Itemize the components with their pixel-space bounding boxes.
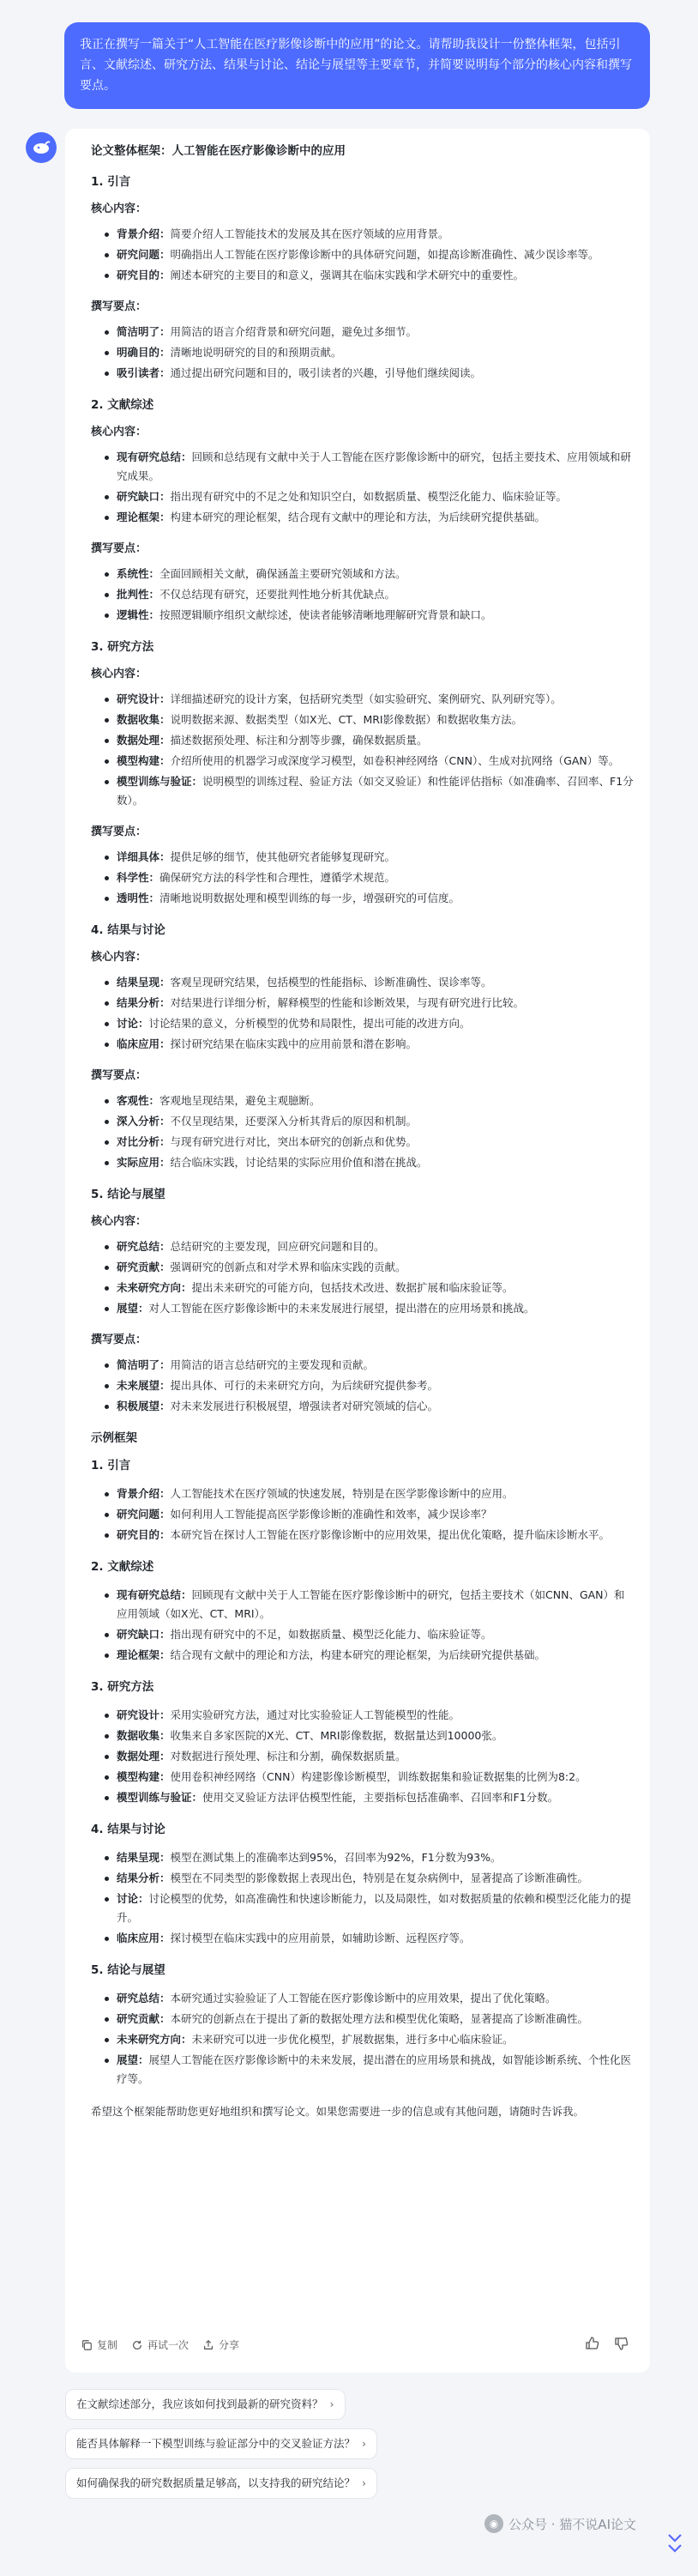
item-text: 对数据进行预处理、标注和分割，确保数据质量。 <box>170 1750 406 1763</box>
suggestion-3[interactable] <box>65 2468 377 2499</box>
section-heading: 3. 研究方法 <box>91 640 154 654</box>
item-text: 模型在不同类型的影像数据上表现出色，特别是在复杂病例中，显著提高了诊断准确性。 <box>170 1872 589 1884</box>
suggestion-text: 能否具体解释一下模型训练与验证部分中的交叉验证方法？ <box>76 2437 356 2450</box>
list-item <box>105 772 635 810</box>
bullet-list <box>105 1586 635 1665</box>
item-text: 说明模型的训练过程、验证方法（如交叉验证）和性能评估指标（如准确率、召回率、F1分数）。 <box>117 775 634 807</box>
list-item <box>105 731 635 750</box>
suggestion-text: 如何确保我的研究数据质量足够高，以支持我的研究结论？ <box>76 2476 356 2489</box>
item-key: 研究问题： <box>117 248 171 261</box>
item-text: 未来研究可以进一步优化模型，扩展数据集，进行多中心临床验证。 <box>191 2033 514 2046</box>
suggestion-1[interactable] <box>65 2389 346 2420</box>
example-section-heading: 3. 研究方法 <box>91 1680 154 1694</box>
arrow-right-icon: › <box>362 2476 367 2489</box>
list-item <box>105 1726 635 1745</box>
item-text: 讨论结果的意义，分析模型的优势和局限性，提出可能的改进方向。 <box>148 1017 471 1030</box>
item-text: 讨论模型的优势，如高准确性和快速诊断能力，以及局限性，如对数据质量的依赖和模型泛化能力的提升。 <box>117 1892 632 1924</box>
list-item <box>105 2010 635 2029</box>
item-text: 强调研究的创新点和对学术界和临床实践的贡献。 <box>170 1261 406 1273</box>
example-title: 示例框架 <box>91 1431 137 1445</box>
list-item <box>105 1788 635 1807</box>
item-key: 研究缺口： <box>117 490 171 503</box>
section-heading: 2. 文献综述 <box>91 398 154 412</box>
item-text: 对结果进行详细分析，解释模型的性能和诊断效果，与现有研究进行比较。 <box>170 996 525 1009</box>
list-item <box>105 752 635 771</box>
item-key: 研究问题： <box>117 1508 171 1521</box>
list-item <box>105 1526 635 1545</box>
core-content-label: 核心内容： <box>91 668 147 680</box>
core-content-label: 核心内容： <box>91 426 147 438</box>
item-text: 与现有研究进行对比，突出本研究的创新点和优势。 <box>170 1135 418 1148</box>
item-text: 模型在测试集上的准确率达到95%，召回率为92%，F1分数为93%。 <box>170 1851 502 1864</box>
item-key: 背景介绍： <box>117 1487 171 1500</box>
list-item <box>105 1237 635 1256</box>
item-key: 背景介绍： <box>117 227 171 240</box>
item-key: 临床应用： <box>117 1932 171 1944</box>
list-item <box>105 487 635 506</box>
item-text: 收集来自多家医院的X光、CT、MRI影像数据，数据量达到10000张。 <box>170 1729 503 1742</box>
bullet-list <box>105 448 635 527</box>
suggestion-2[interactable] <box>65 2428 377 2459</box>
item-text: 人工智能技术在医疗领域的快速发展，特别是在医学影像诊断中的应用。 <box>170 1487 514 1500</box>
writing-tips-label: 撰写要点： <box>91 1333 147 1346</box>
bullet-list <box>105 225 635 285</box>
list-item <box>105 848 635 867</box>
example-section-heading: 2. 文献综述 <box>91 1560 154 1574</box>
list-item <box>105 1112 635 1131</box>
list-item <box>105 1586 635 1624</box>
item-key: 展望： <box>117 1302 149 1315</box>
bullet-list <box>105 565 635 625</box>
example-sections <box>81 1457 635 2089</box>
list-item <box>105 690 635 709</box>
writing-tips-label: 撰写要点： <box>91 300 147 313</box>
item-key: 研究缺口： <box>117 1628 171 1641</box>
item-key: 理论框架： <box>117 1648 171 1661</box>
core-content-label: 核心内容： <box>91 951 147 964</box>
bullet-list <box>105 1706 635 1807</box>
assistant-answer <box>65 129 650 2373</box>
item-text: 总结研究的主要发现，回应研究问题和目的。 <box>170 1240 385 1253</box>
item-key: 明确目的： <box>117 346 171 359</box>
list-item <box>105 606 635 625</box>
item-text: 清晰地说明数据处理和模型训练的每一步，增强研究的可信度。 <box>159 892 460 904</box>
item-key: 实际应用： <box>117 1156 171 1169</box>
item-key: 透明性： <box>117 892 160 904</box>
item-key: 数据收集： <box>117 713 171 726</box>
item-text: 对未来发展进行积极展望，增强读者对研究领域的信心。 <box>170 1400 439 1412</box>
list-item <box>105 225 635 244</box>
list-item <box>105 1153 635 1172</box>
item-text: 清晰地说明研究的目的和预期贡献。 <box>170 346 342 359</box>
section-heading: 4. 结果与讨论 <box>91 923 165 937</box>
item-key: 研究设计： <box>117 692 171 705</box>
user-message-bubble: 我正在撰写一篇关于“人工智能在医疗影像诊断中的应用”的论文。请帮助我设计一份整体框架，包括引言、文献综述、研究方法、结果与讨论、结论与展望等主要章节，并简要说明每个部分的核心内容和撰写要点。 <box>64 22 650 109</box>
item-key: 模型构建： <box>117 754 171 767</box>
share-button[interactable] <box>202 2337 239 2352</box>
item-text: 指出现有研究中的不足，如数据质量、模型泛化能力、临床验证等。 <box>170 1628 492 1641</box>
bullet-list <box>105 323 635 383</box>
item-text: 详细描述研究的设计方案，包括研究类型（如实验研究、案例研究、队列研究等）。 <box>170 692 562 705</box>
list-item <box>105 1747 635 1766</box>
list-item <box>105 1356 635 1375</box>
list-item <box>105 245 635 264</box>
item-key: 未来研究方向： <box>117 2033 192 2046</box>
example-section-heading: 5. 结论与展望 <box>91 1963 165 1977</box>
item-text: 说明数据来源、数据类型（如X光、CT、MRI影像数据）和数据收集方法。 <box>170 713 523 726</box>
item-text: 客观地呈现结果，避免主观臆断。 <box>159 1094 321 1107</box>
item-text: 指出现有研究中的不足之处和知识空白，如数据质量、模型泛化能力、临床验证等。 <box>170 490 568 503</box>
bullet-list <box>105 1989 635 2089</box>
item-text: 本研究旨在探讨人工智能在医疗影像诊断中的应用效果，提出优化策略，提升临床诊断水平。 <box>170 1528 611 1541</box>
item-text: 本研究通过实验验证了人工智能在医疗影像诊断中的应用效果，提出了优化策略。 <box>170 1992 557 2005</box>
list-item <box>105 1929 635 1948</box>
item-key: 现有研究总结： <box>117 450 192 463</box>
item-key: 深入分析： <box>117 1115 171 1128</box>
list-item <box>105 508 635 527</box>
item-text: 探讨模型在临床实践中的应用前景，如辅助诊断、远程医疗等。 <box>170 1932 471 1944</box>
list-item <box>105 343 635 362</box>
item-key: 未来展望： <box>117 1379 171 1392</box>
bullet-list <box>105 1356 635 1416</box>
list-item <box>105 1706 635 1725</box>
example-section-heading: 4. 结果与讨论 <box>91 1823 165 1836</box>
bullet-list <box>105 1237 635 1318</box>
list-item <box>105 1505 635 1524</box>
feedback-buttons <box>585 2336 629 2351</box>
item-text: 对人工智能在医疗影像诊断中的未来发展进行展望，提出潜在的应用场景和挑战。 <box>148 1302 535 1315</box>
item-text: 构建本研究的理论框架，结合现有文献中的理论和方法，为后续研究提供基础。 <box>170 511 546 523</box>
list-item <box>105 1397 635 1416</box>
item-key: 研究目的： <box>117 1528 171 1541</box>
item-text: 结合临床实践，讨论结果的实际应用价值和潜在挑战。 <box>170 1156 428 1169</box>
writing-tips-label: 撰写要点： <box>91 1069 147 1082</box>
list-item <box>105 1646 635 1665</box>
item-key: 系统性： <box>117 567 160 580</box>
list-item <box>105 1768 635 1787</box>
section-heading: 1. 引言 <box>91 175 131 189</box>
share-icon <box>202 2339 214 2351</box>
item-text: 结合现有文献中的理论和方法，构建本研究的理论框架，为后续研究提供基础。 <box>170 1648 546 1661</box>
retry-button[interactable] <box>131 2337 189 2352</box>
answer-title: 论文整体框架：人工智能在医疗影像诊断中的应用 <box>91 144 346 158</box>
bullet-list <box>105 1485 635 1545</box>
item-text: 用简洁的语言介绍背景和研究问题，避免过多细节。 <box>170 325 418 338</box>
item-text: 客观呈现研究结果，包括模型的性能指标、诊断准确性、误诊率等。 <box>170 976 492 989</box>
thumbs-down-icon[interactable] <box>614 2336 629 2351</box>
item-key: 简洁明了： <box>117 325 171 338</box>
watermark <box>484 2514 636 2533</box>
list-item <box>105 364 635 383</box>
list-item <box>105 2030 635 2049</box>
list-item <box>105 1989 635 2008</box>
item-key: 临床应用： <box>117 1037 171 1050</box>
wechat-icon: ◉ <box>484 2514 503 2533</box>
copy-label: 复制 <box>97 2339 118 2351</box>
item-text: 探讨研究结果在临床实践中的应用前景和潜在影响。 <box>170 1037 418 1050</box>
item-key: 批判性： <box>117 588 160 601</box>
item-key: 模型训练与验证： <box>117 775 203 788</box>
item-text: 如何利用人工智能提高医学影像诊断的准确性和效率，减少误诊率？ <box>170 1508 492 1521</box>
item-text: 明确指出人工智能在医疗影像诊断中的具体研究问题，如提高诊断准确性、减少误诊率等。 <box>170 248 599 261</box>
item-key: 理论框架： <box>117 511 171 523</box>
item-key: 研究贡献： <box>117 2012 171 2025</box>
item-key: 数据处理： <box>117 1750 171 1763</box>
arrow-right-icon: › <box>362 2437 367 2450</box>
item-text: 本研究的创新点在于提出了新的数据处理方法和模型优化策略，显著提高了诊断准确性。 <box>170 2012 589 2025</box>
item-key: 研究目的： <box>117 269 171 281</box>
item-key: 研究总结： <box>117 1240 171 1253</box>
item-text: 不仅总结现有研究，还要批判性地分析其优缺点。 <box>159 588 396 601</box>
core-content-label: 核心内容： <box>91 1215 147 1228</box>
item-text: 展望人工智能在医疗影像诊断中的未来发展，提出潜在的应用场景和挑战，如智能诊断系统、个性化医疗等。 <box>117 2053 632 2085</box>
list-item <box>105 889 635 908</box>
item-text: 阐述本研究的主要目的和意义，强调其在临床实践和学术研究中的重要性。 <box>170 269 525 281</box>
list-item <box>105 1014 635 1033</box>
item-text: 全面回顾相关文献，确保涵盖主要研究领域和方法。 <box>159 567 406 580</box>
item-key: 详细具体： <box>117 850 171 863</box>
writing-tips-label: 撰写要点： <box>91 825 147 838</box>
list-item <box>105 1376 635 1395</box>
item-key: 结果呈现： <box>117 1851 171 1864</box>
double-chevron-down-icon <box>666 2530 683 2561</box>
arrow-right-icon: › <box>329 2398 334 2410</box>
list-item <box>105 973 635 992</box>
list-item <box>105 1133 635 1152</box>
item-text: 简要介绍人工智能技术的发展及其在医疗领域的应用背景。 <box>170 227 449 240</box>
item-text: 使用交叉验证方法评估模型性能，主要指标包括准确率、召回率和F1分数。 <box>202 1791 559 1804</box>
item-key: 现有研究总结： <box>117 1588 192 1601</box>
list-item <box>105 1035 635 1054</box>
item-text: 确保研究方法的科学性和合理性，遵循学术规范。 <box>159 871 396 884</box>
bullet-list <box>105 973 635 1054</box>
retry-label: 再试一次 <box>147 2339 190 2351</box>
item-key: 对比分析： <box>117 1135 171 1148</box>
item-key: 研究总结： <box>117 1992 171 2005</box>
bullet-list <box>105 848 635 908</box>
list-item <box>105 1890 635 1927</box>
bullet-list <box>105 1091 635 1172</box>
item-key: 客观性： <box>117 1094 160 1107</box>
item-text: 提供足够的细节，使其他研究者能够复现研究。 <box>170 850 396 863</box>
list-item <box>105 1848 635 1867</box>
item-text: 不仅呈现结果，还要深入分析其背后的原因和机制。 <box>170 1115 418 1128</box>
list-item <box>105 994 635 1013</box>
item-key: 逻辑性： <box>117 608 160 621</box>
item-text: 通过提出研究问题和目的，吸引读者的兴趣，引导他们继续阅读。 <box>170 366 482 379</box>
item-key: 积极展望： <box>117 1400 171 1412</box>
item-text: 回顾和总结现有文献中关于人工智能在医疗影像诊断中的研究，包括主要技术、应用领域和研究成果。 <box>117 450 632 482</box>
message-actions <box>81 2337 239 2352</box>
list-item <box>105 323 635 342</box>
section-heading: 5. 结论与展望 <box>91 1188 165 1201</box>
item-key: 结果呈现： <box>117 976 171 989</box>
item-key: 模型构建： <box>117 1770 171 1783</box>
assistant-avatar <box>26 132 57 163</box>
item-key: 展望： <box>117 2053 149 2066</box>
suggestion-text: 在文献综述部分，我应该如何找到最新的研究资料？ <box>76 2398 323 2410</box>
scroll-down-button[interactable] <box>665 2530 684 2564</box>
item-key: 数据处理： <box>117 734 171 747</box>
list-item <box>105 1091 635 1110</box>
item-text: 描述数据预处理、标注和分割等步骤，确保数据质量。 <box>170 734 428 747</box>
item-text: 介绍所使用的机器学习或深度学习模型，如卷积神经网络（CNN）、生成对抗网络（GAN）等。 <box>170 754 620 767</box>
item-text: 提出未来研究的可能方向，包括技术改进、数据扩展和临床验证等。 <box>191 1281 514 1294</box>
item-text: 提出具体、可行的未来研究方向，为后续研究提供参考。 <box>170 1379 439 1392</box>
list-item <box>105 1625 635 1644</box>
item-key: 未来研究方向： <box>117 1281 192 1294</box>
list-item <box>105 2051 635 2089</box>
item-key: 科学性： <box>117 871 160 884</box>
whale-logo-icon <box>31 137 51 158</box>
item-key: 数据收集： <box>117 1729 171 1742</box>
item-key: 简洁明了： <box>117 1358 171 1371</box>
item-key: 吸引读者： <box>117 366 171 379</box>
item-text: 采用实验研究方法，通过对比实验验证人工智能模型的性能。 <box>170 1708 460 1721</box>
bullet-list <box>105 690 635 810</box>
list-item <box>105 868 635 887</box>
list-item <box>105 711 635 729</box>
share-label: 分享 <box>219 2339 240 2351</box>
item-key: 讨论： <box>117 1017 149 1030</box>
example-section-heading: 1. 引言 <box>91 1459 131 1472</box>
copy-icon <box>81 2339 93 2351</box>
watermark-text: 公众号 · 猫不说AI论文 <box>508 2516 636 2532</box>
thumbs-up-icon[interactable] <box>585 2336 600 2351</box>
item-key: 结果分析： <box>117 996 171 1009</box>
list-item <box>105 1299 635 1318</box>
list-item <box>105 448 635 486</box>
list-item <box>105 585 635 604</box>
item-text: 用简洁的语言总结研究的主要发现和贡献。 <box>170 1358 375 1371</box>
list-item <box>105 1258 635 1277</box>
core-content-label: 核心内容： <box>91 203 147 215</box>
item-key: 研究设计： <box>117 1708 171 1721</box>
item-key: 结果分析： <box>117 1872 171 1884</box>
refresh-icon <box>131 2339 143 2351</box>
bullet-list <box>105 1848 635 1948</box>
closing-text: 希望这个框架能帮助您更好地组织和撰写论文。如果您需要进一步的信息或有其他问题，请随时告诉我。 <box>91 2105 585 2118</box>
list-item <box>105 1485 635 1503</box>
copy-button[interactable] <box>81 2337 117 2352</box>
list-item <box>105 1279 635 1297</box>
framework-sections <box>81 173 635 1416</box>
item-text: 按照逻辑顺序组织文献综述，使读者能够清晰地理解研究背景和缺口。 <box>159 608 492 621</box>
item-key: 研究贡献： <box>117 1261 171 1273</box>
item-text: 回顾现有文献中关于人工智能在医疗影像诊断中的研究，包括主要技术（如CNN、GAN）和应用领域（如X光、CT、MRI）。 <box>117 1588 625 1620</box>
item-key: 讨论： <box>117 1892 149 1905</box>
item-text: 使用卷积神经网络（CNN）构建影像诊断模型，训练数据集和验证数据集的比例为8:2。 <box>170 1770 587 1783</box>
list-item <box>105 1869 635 1888</box>
list-item <box>105 565 635 584</box>
item-key: 模型训练与验证： <box>117 1791 203 1804</box>
writing-tips-label: 撰写要点： <box>91 542 147 555</box>
list-item <box>105 266 635 285</box>
